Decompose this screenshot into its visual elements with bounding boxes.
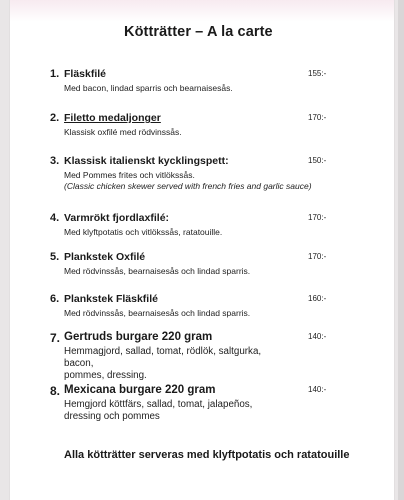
menu-item-price: 140:- [308,332,327,341]
menu-item-header [50,68,380,83]
menu-item [50,212,380,238]
menu-item-description: Med bacon, lindad sparris och bearnaisesås. [64,83,233,93]
menu-item-description [64,346,274,382]
menu-item-number: 8. [50,384,61,398]
menu-item-description-line: dressing och pommes [64,411,160,422]
menu-item-header [50,251,380,266]
menu-item-description [64,399,274,423]
menu-item [50,155,380,192]
menu-item-description: Klassisk oxfilé med rödvinssås. [64,127,182,137]
menu-item-name: Gertruds burgare 220 gram [64,331,213,343]
menu-title: Kötträtter – A la carte [124,24,273,40]
menu-item-price: 140:- [308,385,327,394]
menu-item-translation: (Classic chicken skewer served with french fries and garlic sauce) [64,181,312,191]
menu-item-price: 170:- [308,252,327,261]
menu-item-description: Med Pommes frites och vitlökssås. [64,170,195,180]
menu-item-price: 155:- [308,69,327,78]
menu-item-description-line: Hemmagjord, sallad, tomat, rödlök, saltgurka, bacon, [64,346,262,369]
menu-item [50,293,380,319]
menu-item-price: 170:- [308,213,327,222]
menu-item-description-line: Hemgjord köttfärs, sallad, tomat, jalapeños, [64,399,253,410]
menu-item-header [50,112,380,127]
menu-item [50,251,380,277]
page-edge-shadow [398,0,404,500]
menu-item-number: 5. [50,251,60,263]
menu-item-name: Varmrökt fjordlaxfilé: [64,212,170,224]
menu-item-name: Plankstek Oxfilé [64,251,146,263]
menu-item-number: 7. [50,331,61,345]
menu-item-header [50,212,380,227]
menu-item-description: Med rödvinssås, bearnaisesås och lindad sparris. [64,266,251,276]
paper-edge-tint [10,0,394,22]
menu-item-header [50,293,380,308]
menu-item-description: Med rödvinssås, bearnaisesås och lindad sparris. [64,308,251,318]
menu-item [50,112,380,138]
menu-item-name: Klassisk italienskt kycklingspett: [64,155,229,167]
menu-item-price: 170:- [308,113,327,122]
menu-item-name: Mexicana burgare 220 gram [64,384,216,396]
menu-item-name: Plankstek Fläskfilé [64,293,158,305]
menu-item [50,384,380,423]
menu-item-price: 150:- [308,156,327,165]
menu-footer-note: Alla kötträtter serveras med klyftpotatis och ratatouille [64,449,350,461]
menu-item-description-line: pommes, dressing. [64,370,147,381]
menu-item-header [50,384,380,399]
menu-item-number: 2. [50,112,60,124]
menu-item [50,331,380,382]
menu-item-number: 4. [50,212,60,224]
menu-item-number: 3. [50,155,60,167]
menu-item-header [50,155,380,170]
menu-item-number: 1. [50,68,60,80]
menu-paper [10,0,394,500]
menu-item [50,68,380,94]
menu-item-price: 160:- [308,294,327,303]
menu-item-number: 6. [50,293,60,305]
menu-item-header [50,331,380,346]
menu-item-name: Fläskfilé [64,68,107,80]
menu-item-description: Med klyftpotatis och vitlökssås, ratatouille. [64,227,223,237]
menu-item-name: Filetto medaljonger [64,112,161,124]
